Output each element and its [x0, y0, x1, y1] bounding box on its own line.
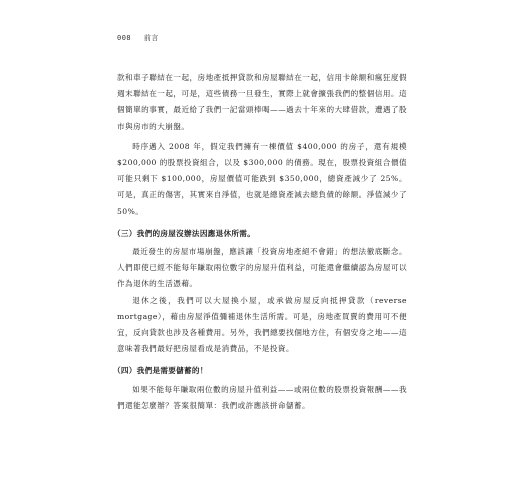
section-title: 前言 [143, 34, 159, 42]
page-number: 008 [117, 34, 132, 42]
paragraph-1: 款和車子聯結在一起，房地產抵押貸款和房屋聯結在一起，信用卡餘額和瘋狂度假週末聯結在一起，可是，這些債務一旦發生，實際上就會擴張我們的整個信用。這個簡單的事實，最近給了我們一記當頭棒喝——過去十年來的大肆借款，遭遇了股市與房市的大崩盤。 [117, 73, 407, 131]
paragraph-2: 時序邁入 2008 年，假定我們擁有一棟價值 $400,000 的房子，還有規模 $200,000 的股票投資組合，以及 $300,000 的債務。現在，股票投資組合價值可能只剩下 $100,000，房屋價值可能跌到 $350,000，總資產減少了 25%。可是，真正的傷害，其實來自淨值，也就是總資產減去總負債的餘額。淨值減少了 50%。 [117, 141, 407, 216]
running-head [117, 33, 159, 43]
heading-4: （四）我們是需要儲蓄的！ [113, 366, 208, 376]
heading-3: （三）我們的房屋沒辦法因應退休所需。 [113, 228, 256, 238]
paragraph-4: 退休之後，我們可以大屋換小屋，或承做房屋反向抵押貸款（reverse mortgage），藉由房屋淨值彌補退休生活所需。可是，房地產買賣的費用可不便宜，反向貸款也涉及各種費用。另外，我們總要找個地方住，有個安身之地——這意味著我們最好把房屋看成是消費品，不是投資。 [117, 295, 407, 354]
body-text [113, 70, 407, 414]
paragraph-3: 最近發生的房屋市場崩盤，應該讓「投資房地產絕不會錯」的想法徹底斷念。人們即使已經不能每年賺取兩位數字的房屋升值利益，可能還會繼續認為房屋可以作為退休的生活憑藉。 [117, 247, 407, 289]
paragraph-5: 如果不能每年賺取兩位數的房屋升值利益——或兩位數的股票投資報酬——我們還能怎麼辦？答案很簡單：我們或許應該拼命儲蓄。 [117, 384, 407, 410]
